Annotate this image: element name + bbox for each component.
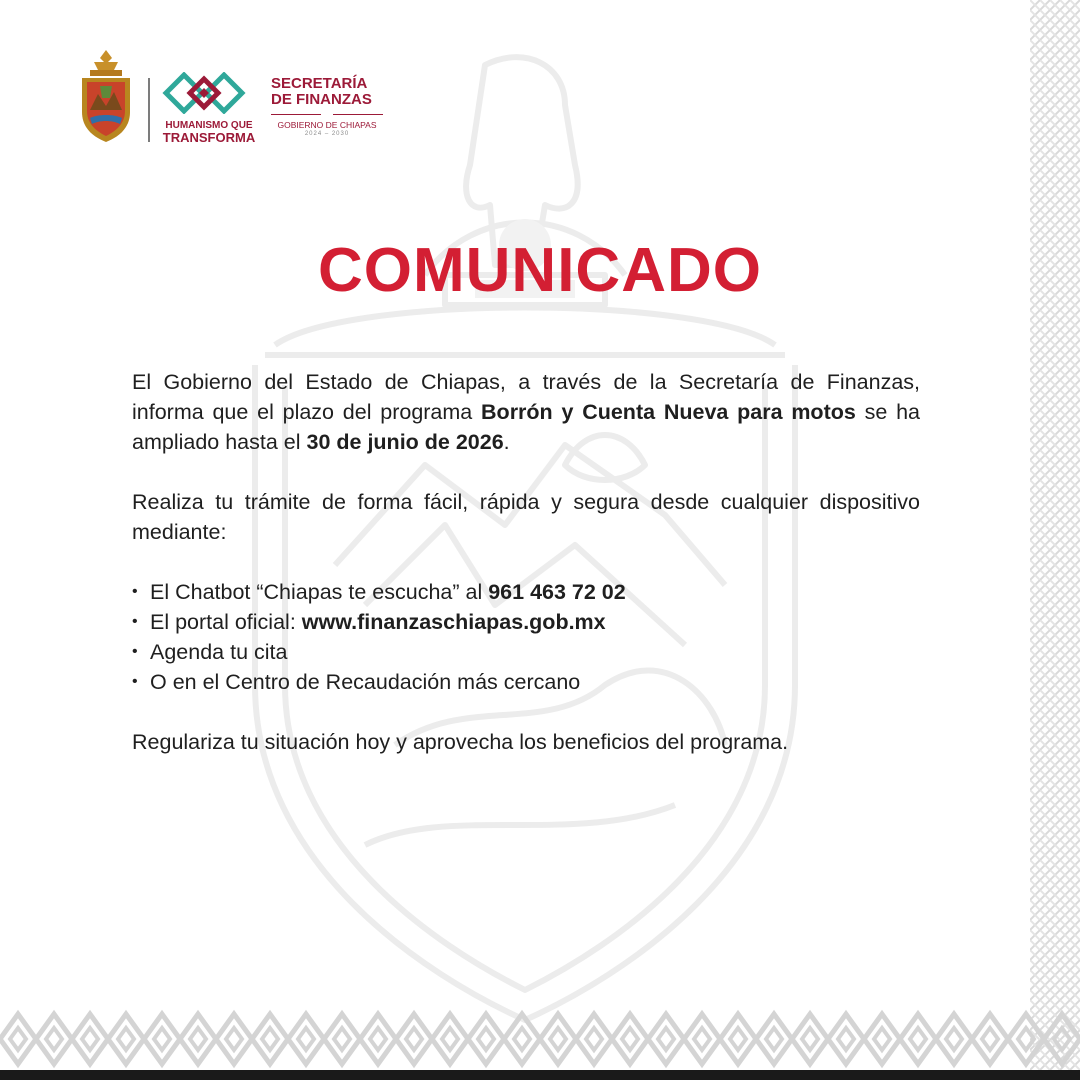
header-divider — [148, 78, 150, 142]
page-title: COMUNICADO — [318, 236, 762, 305]
list-item: • O en el Centro de Recaudación más cercano — [132, 667, 920, 697]
secretaria-text — [271, 76, 391, 108]
secretaria-line2: DE FINANZAS — [271, 91, 372, 108]
list-item — [132, 577, 920, 607]
humanismo-text — [154, 120, 264, 144]
humanismo-line2: TRANSFORMA — [162, 130, 256, 145]
gobierno-text: GOBIERNO DE CHIAPAS — [277, 120, 377, 130]
bottom-bar — [0, 1070, 1080, 1080]
chatbot-phone: 961 463 72 02 — [488, 580, 626, 604]
list-item: • Agenda tu cita — [132, 637, 920, 667]
announcement-text-1: El Gobierno del Estado de Chiapas, a través de la Secretaría de Finanzas, informa que el plazo del programa — [132, 370, 920, 424]
humanismo-line1: HUMANISMO QUE — [165, 120, 253, 131]
decorative-border-bottom — [0, 1008, 1080, 1070]
portal-text: El portal oficial: — [150, 610, 302, 634]
years-text: 2024 – 2030 — [304, 131, 350, 137]
secretaria-line1: SECRETARÍA — [271, 75, 368, 92]
body-content — [132, 367, 920, 757]
header-logos — [78, 48, 398, 148]
portal-url: www.finanzaschiapas.gob.mx — [301, 610, 606, 634]
chatbot-text: El Chatbot “Chiapas te escucha” al — [150, 580, 489, 604]
humanismo-logo-icon — [162, 72, 246, 114]
paragraph-instructions: Realiza tu trámite de forma fácil, rápida y segura desde cualquier dispositivo mediante: — [132, 490, 920, 544]
announcement-text-2: se ha ampliado hasta el — [132, 400, 920, 454]
decorative-border-right — [1030, 0, 1080, 1080]
announcement-text-3: . — [503, 430, 510, 454]
deadline-date: 30 de junio de 2026 — [306, 430, 504, 454]
secretaria-divider — [271, 114, 383, 116]
paragraph-announcement — [132, 367, 920, 457]
program-name: Borrón y Cuenta Nueva para motos — [481, 400, 856, 424]
chiapas-coat-of-arms-icon — [78, 48, 134, 144]
list-item — [132, 607, 920, 637]
closing-text: Regulariza tu situación hoy y aprovecha los beneficios del programa. — [132, 730, 789, 754]
channels-list — [132, 577, 920, 697]
